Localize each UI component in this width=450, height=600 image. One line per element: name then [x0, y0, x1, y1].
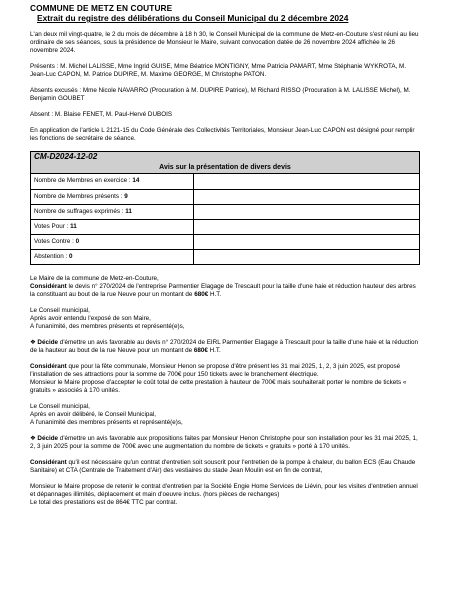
unanimite-line-2: A l'unanimité des membres présents et représenté(e)s, [30, 419, 183, 426]
decide-text: d'émettre un avis favorable aux propositions faites par Monsieur Henon Christophe pour son installation pour les 31 mai 2025, 1, 2, 3 juin 2025 pour la somme de 700€ avec une augmentation du nombre de tickets « gratuits » porté à 170 unités. [30, 435, 418, 450]
decide-label: Décide [37, 435, 59, 442]
vote-row [31, 249, 419, 264]
absent-paragraph: Absent : M. Blaise FENET, M. Paul-Hervé DUBOIS [30, 111, 173, 118]
vote-value: 0 [75, 237, 80, 245]
session-paragraph: L'an deux mil vingt-quatre, le 2 du mois de décembre à 18 h 30, le Conseil Municipal de la commune de Metz-en-Couture s'est réuni au lieu ordinaire de ses séances, sous la présidence de Monsieur le Maire, suivant convocation datée de 26 novembre 2024 affichée le 26 novembre 2024. [30, 31, 419, 54]
decide-paragraph-1 [30, 339, 420, 355]
deliberation-subject: Avis sur la présentation de divers devis [159, 164, 291, 171]
vote-value: 9 [124, 192, 128, 200]
diamond-bullet-icon: ❖ [30, 339, 38, 346]
considerant-label: Considérant [30, 459, 67, 466]
vote-empty-cell [193, 234, 419, 249]
vote-row [31, 204, 419, 219]
amount-suffix: H.T. [207, 347, 221, 354]
vote-empty-cell [193, 249, 419, 264]
vote-value: 14 [132, 177, 140, 185]
considerant-paragraph-1 [30, 283, 420, 299]
vote-cell [31, 219, 193, 234]
vote-cell [31, 249, 193, 264]
vote-value: 11 [70, 222, 77, 230]
amount: 680€ [194, 291, 209, 298]
secretary-paragraph: En application de l'article L 2121-15 du Code Générale des Collectivités Territoriales, Monsieur Jean-Luc CAPON est désigné pour remplir les fonctions de secrétaire de séance. [30, 127, 415, 142]
vote-table [31, 174, 419, 264]
amount: 680€ [193, 347, 208, 354]
document-title: Extrait du registre des délibérations du Conseil Municipal du 2 décembre 2024 [37, 13, 349, 23]
vote-label: Votes Pour : [34, 222, 71, 230]
deliberation-ref: CM-D2024-12-02 [34, 152, 98, 161]
vote-label: Nombre de Membres présents : [34, 192, 125, 200]
vote-row [31, 189, 419, 204]
deliberation-header [31, 152, 419, 174]
vote-label: Nombre de Membres en exercice : [34, 177, 133, 185]
decide-label: Décide [37, 339, 59, 346]
diamond-bullet-icon: ❖ [30, 435, 38, 442]
vote-value: 11 [125, 207, 132, 215]
considerant-text: qu'il est nécessaire qu'un contrat d'entretien soit souscrit pour l'entretien de la pompe à chaleur, du ballon ECS (Eau Chaude Sanitaire) et CTA (Centrale de Traitement d'Air) des vestiaires du stade Jean Moulin est en fin de contrat, [30, 459, 416, 474]
apres-line-1: Après avoir entendu l'exposé de son Maire, [30, 315, 151, 322]
amount-suffix: H.T. [208, 291, 222, 298]
decide-text: d'émettre un avis favorable au devis n° 270/2024 de EIRL Parmentier Elagage à Trescault pour la taille d'une haie et la réduction de la hauteur au bout de la rue Neuve pour un montant de [30, 339, 419, 354]
unanimite-line-1: A l'unanimité, des membres présents et représenté(e)s, [30, 323, 185, 330]
considerant-text: le devis n° 270/2024 de l'entreprise Parmentier Elagage de Trescault pour la taille d'une haie et réduction hauteur des arbres la constituant au bout de la rue Neuve pour un montant de [30, 283, 416, 298]
total-line: Le total des prestations est de 864€ TTC par contrat. [30, 499, 178, 506]
vote-empty-cell [193, 174, 419, 189]
considerant-paragraph-2 [30, 363, 420, 379]
vote-empty-cell [193, 219, 419, 234]
maire-line: Le Maire de la commune de Metz-en-Couture, [30, 275, 159, 282]
vote-row [31, 174, 419, 189]
commune-heading: COMMUNE DE METZ EN COUTURE [30, 3, 173, 13]
vote-label: Votes Contre : [34, 237, 76, 245]
decide-paragraph-2 [30, 435, 420, 451]
considerant-label: Considérant [30, 283, 67, 290]
vote-label: Nombre de suffrages exprimés : [34, 207, 126, 215]
considerant-text: que pour la fête communale, Monsieur Henon se propose d'être présent les 31 mai 2025, 1, 2, 3 juin 2025, est proposé l'installation de ses attractions pour la somme de 700€ pour 150 tickets avec le branchement électrique. [30, 363, 401, 378]
vote-empty-cell [193, 189, 419, 204]
vote-cell [31, 204, 193, 219]
excuses-paragraph: Absents excusés : Mme Nicole NAVARRO (Procuration à M. DUPIRE Patrice), M Richard RISSO (Procuration à M. LALISSE Michel), M. Benjamin GOUBET [30, 87, 411, 102]
vote-row [31, 234, 419, 249]
vote-label: Abstention : [34, 252, 70, 260]
presents-paragraph: Présents : M. Michel LALISSE, Mme Ingrid GUISE, Mme Béatrice MONTIGNY, Mme Patricia PAMART, Mme Stéphanie WYKROTA, M. Jean-Luc CAPON, M. Patrice DUPIRE, M. Maxime GEORGE, M Christophe PATON. [30, 63, 407, 78]
document-body [30, 31, 420, 507]
deliberation-box [30, 151, 420, 265]
apres-line-2: Après en avoir délibéré, le Conseil Municipal, [30, 411, 157, 418]
considerant-paragraph-3 [30, 459, 420, 475]
maire-propose-paragraph: Monsieur le Maire propose d'accepter le coût total de cette prestation à hauteur de 700€ mais souhaiterait porter le nombre de tickets « gratuits » associés à 170 unités. [30, 379, 407, 394]
conseil-line-1: Le Conseil municipal, [30, 307, 90, 314]
vote-empty-cell [193, 204, 419, 219]
vote-cell [31, 234, 193, 249]
vote-row [31, 219, 419, 234]
vote-cell [31, 189, 193, 204]
maire-contrat-paragraph: Monsieur le Maire propose de retenir le contrat d'entretien par la Société Engie Home Services de Liévin, pour les visites d'entretien annuel et dépannages illimités, déplacement et main d'oeuvre inclus. (hors pièces de rechanges) [30, 483, 418, 498]
vote-cell [31, 174, 193, 189]
vote-value: 0 [69, 252, 73, 260]
considerant-label: Considérant [30, 363, 67, 370]
conseil-line-2: Le Conseil municipal, [30, 403, 90, 410]
